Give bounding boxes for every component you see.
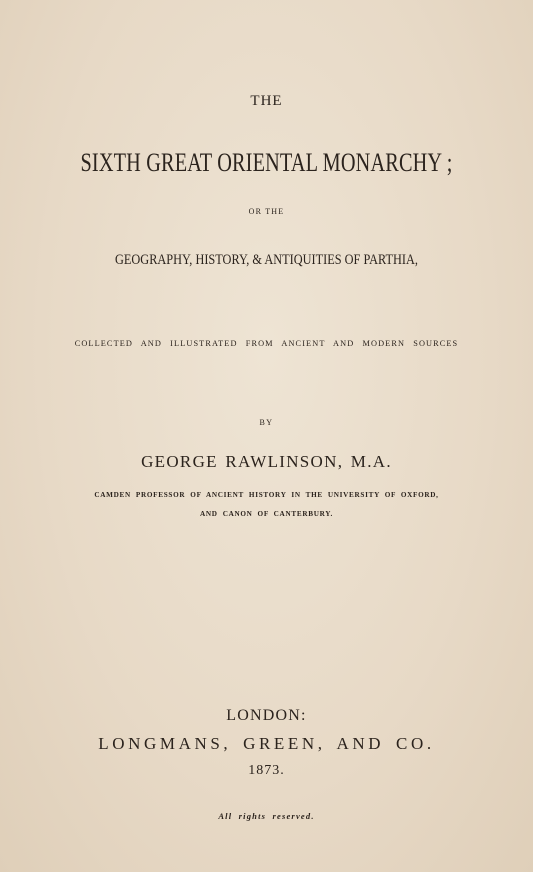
alternate-title-connector: OR THE — [248, 207, 285, 216]
main-title: SIXTH GREAT ORIENTAL MONARCHY ; — [80, 148, 453, 177]
subtitle: GEOGRAPHY, HISTORY, & ANTIQUITIES OF PARTHIA, — [115, 252, 418, 268]
publication-city: LONDON: — [226, 707, 307, 724]
publisher: LONGMANS, GREEN, AND CO. — [98, 734, 435, 753]
title-article: THE — [250, 93, 283, 109]
rights-notice: All rights reserved. — [218, 811, 315, 821]
author-position-line-2: AND CANON OF CANTERBURY. — [200, 510, 333, 518]
author-position-line-1: CAMDEN PROFESSOR OF ANCIENT HISTORY IN THE UNIVERSITY OF OXFORD, — [94, 491, 439, 499]
by-line: BY — [259, 418, 274, 427]
publication-year: 1873. — [248, 763, 285, 778]
author-name: GEORGE RAWLINSON, M.A. — [141, 452, 392, 471]
sources-line: COLLECTED AND ILLUSTRATED FROM ANCIENT AND MODERN SOURCES — [74, 339, 459, 348]
